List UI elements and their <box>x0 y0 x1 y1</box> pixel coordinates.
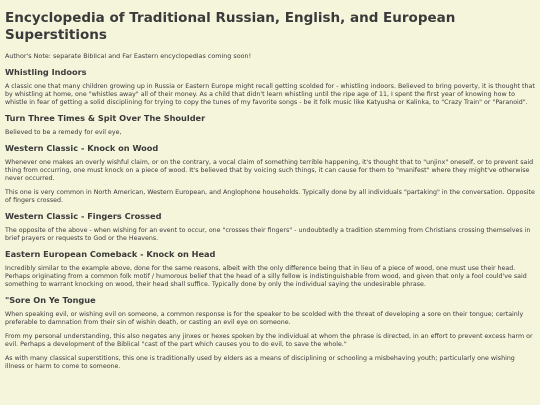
section-paragraph: This one is very common in North American, Western European, and Anglophone households. Typically done by all individuals "partaking" in the conversation. Opposite of fingers crossed. <box>5 189 535 204</box>
section-paragraph: Whenever one makes an overly wishful claim, or on the contrary, a vocal claim of something terrible happening, it's thought that to "unjinx" oneself, or to prevent said thing from occurring, one must knock on a piece of wood. It's believed that by voicing such things, it can cause for them to "manifest" where they might've otherwise never occurred. <box>5 159 534 182</box>
section-paragraph: As with many classical superstitions, this one is traditionally used by elders as a means of disciplining or schooling a misbehaving youth; particularly one wishing illness or harm to come to someone. <box>5 355 515 370</box>
page-title: Encyclopedia of Traditional Russian, English, and European Superstitions <box>5 10 456 43</box>
section-heading: Eastern European Comeback - Knock on Head <box>5 249 216 259</box>
section-knock-on-wood <box>5 143 535 205</box>
section-heading: Western Classic - Fingers Crossed <box>5 211 162 221</box>
section-fingers-crossed <box>5 211 535 243</box>
section-paragraph: Incredibly similar to the example above, done for the same reasons, albeit with the only difference being that in lieu of a piece of wood, one must use their head. Perhaps originating from a common folk motif / humorous belief that the head of a silly fellow is indistinguishable from wood, and given that only a fool could've said something to warrant knocking on wood, their head shall suffice. Typically done by only the individual saying the undesirable phrase. <box>5 265 527 288</box>
section-heading: Whistling Indoors <box>5 67 87 77</box>
section-paragraph: From my personal understanding, this also negates any jinxes or hexes spoken by the individual at whom the phrase is directed, in an effort to prevent excess harm or evil. Perhaps a development of the Biblical "cast of the part which causes you to do evil, to save the whole." <box>5 333 533 348</box>
section-turn-three-times <box>5 113 535 137</box>
section-whistling <box>5 67 535 107</box>
section-paragraph: When speaking evil, or wishing evil on someone, a common response is for the speaker to be scolded with the threat of developing a sore on their tongue; certainly preferable to damnation from their sin of wishin death, or casting an evil eye on someone. <box>5 311 524 326</box>
section-heading: "Sore On Ye Tongue <box>5 295 96 305</box>
section-sore-on-tongue <box>5 295 535 371</box>
authors-note: Author's Note: separate Biblical and Far Eastern encyclopedias coming soon! <box>5 52 252 60</box>
section-heading: Turn Three Times & Spit Over The Shoulder <box>5 113 206 123</box>
section-knock-on-head <box>5 249 535 289</box>
section-heading: Western Classic - Knock on Wood <box>5 143 159 153</box>
section-paragraph: A classic one that many children growing up in Russia or Eastern Europe might recall getting scolded for - whistling indoors. Believed to bring poverty, it is thought that by whistling at home, one "whistles away" all of their money. As a child that didn't learn whistling until the ripe age of 11, I spent the first year of knowing how to whistle in fear of getting a solid disciplining for trying to copy the tunes of my favorite songs - be it folk music like Katyusha or Kalinka, to "Crazy Train" or "Paranoid". <box>5 83 535 106</box>
section-paragraph: Believed to be a remedy for evil eye, <box>5 129 122 136</box>
section-paragraph: The opposite of the above - when wishing for an event to occur, one "crosses their fingers" - undoubtedly a tradition stemming from Christians crossing themselves in brief prayers or requests to God or the Heavens. <box>5 227 531 242</box>
